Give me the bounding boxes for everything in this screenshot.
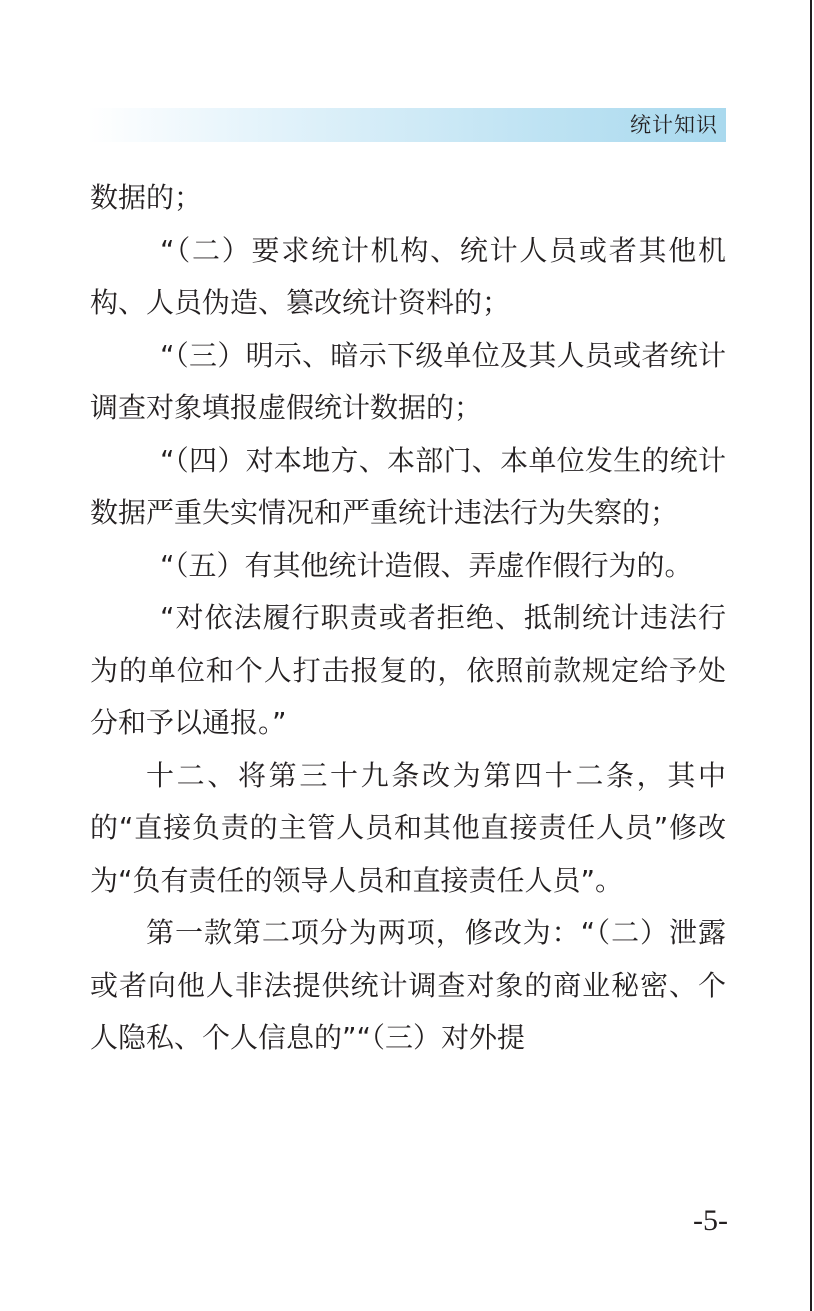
- paragraph-8: 第一款第二项分为两项，修改为：“（二）泄露或者向他人非法提供统计调查对象的商业秘密、个人隐私、个人信息的”“（三）对外提: [90, 916, 726, 1054]
- paragraph-2: “（二）要求统计机构、统计人员或者其他机构、人员伪造、篡改统计资料的；: [90, 233, 726, 319]
- section-title: 统计知识: [630, 113, 718, 137]
- paragraph-7: 十二、将第三十九条改为第四十二条，其中的“直接负责的主管人员和其他直接责任人员”修改为“负有责任的领导人员和直接责任人员”。: [90, 758, 726, 897]
- paragraph-3: “（三）明示、暗示下级单位及其人员或者统计调查对象填报虚假统计数据的；: [90, 338, 726, 424]
- paragraph-6: “对依法履行职责或者拒绝、抵制统计违法行为的单位和个人打击报复的，依照前款规定给予处分和予以通报。”: [90, 601, 726, 739]
- paragraph-5: “（五）有其他统计造假、弄虚作假行为的。: [160, 548, 693, 582]
- page-number: -5-: [693, 1204, 728, 1237]
- body-text: [90, 172, 726, 1065]
- page-edge-rule: [810, 0, 812, 1311]
- paragraph-1: 数据的；: [90, 181, 203, 214]
- paragraph-4: “（四）对本地方、本部门、本单位发生的统计数据严重失实情况和严重统计违法行为失察的；: [90, 443, 726, 529]
